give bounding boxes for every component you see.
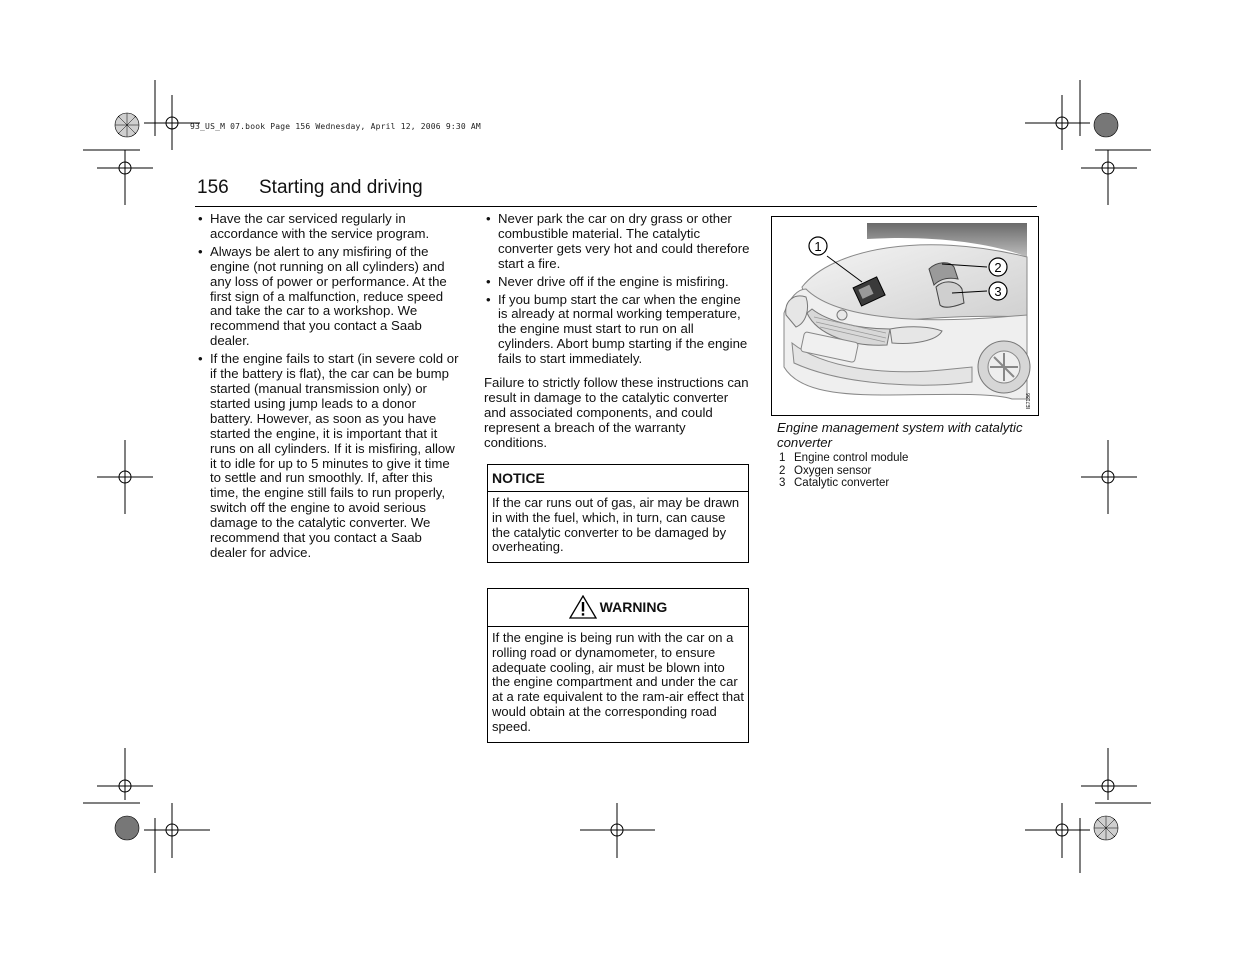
page-number: 156 xyxy=(197,177,229,198)
legend-item: 2 Oxygen sensor xyxy=(779,464,872,477)
warning-title: WARNING xyxy=(599,599,668,615)
header-divider xyxy=(195,206,1037,207)
section-title: Starting and driving xyxy=(259,177,423,198)
warning-triangle-icon xyxy=(569,595,597,619)
car-front-drawing xyxy=(772,217,1038,415)
list-item: • Never drive off if the engine is misfiring. xyxy=(484,275,750,290)
callout-2: 2 xyxy=(994,260,1002,275)
image-code: IE7186 xyxy=(1026,393,1032,409)
warning-header xyxy=(488,589,748,627)
list-item: • Have the car serviced regularly in accordance with the service program. xyxy=(196,212,462,242)
list-item: • Always be alert to any misfiring of the engine (not running on all cylinders) and any loss of power or performance. At the first sign of a malfunction, reduce speed and take the car to a workshop. We recommend that you contact a Saab dealer. xyxy=(196,245,462,349)
bullet-list xyxy=(484,212,750,367)
figure-caption: Engine management system with catalytic converter xyxy=(777,420,1023,450)
list-item: • If the engine fails to start (in severe cold or if the battery is flat), the car can be bump started (manual transmission only) or started using jump leads to a donor battery. However, as soon as you have started the engine, it is important that it runs on all cylinders. If it is misfiring, allow it to idle for up to 5 minutes to give it time to settle and run smoothly. If, after this time, the engine still fails to run properly, switch off the engine to avoid serious damage to the catalytic converter. We recommend that you contact a Saab dealer for advice. xyxy=(196,352,462,561)
warning-body: If the engine is being run with the car on a rolling road or dynamometer, to ensure adequate cooling, air must be blown into the engine compartment and under the car at a rate equivalent to the ram-air effect that would obtain at the corresponding road speed. xyxy=(492,630,744,734)
callout-1: 1 xyxy=(814,239,822,254)
warning-box xyxy=(487,588,749,743)
print-meta-line: 93_US_M 07.book Page 156 Wednesday, April 12, 2006 9:30 AM xyxy=(190,122,481,131)
figure-legend xyxy=(779,452,908,490)
callout-3: 3 xyxy=(994,284,1002,299)
list-item: • Never park the car on dry grass or other combustible material. The catalytic converter gets very hot and could therefore start a fire. xyxy=(484,212,750,272)
legend-item: 3 Catalytic converter xyxy=(779,477,890,489)
legend-item: 1 Engine control module xyxy=(779,452,909,464)
engine-illustration xyxy=(771,216,1039,416)
notice-title: NOTICE xyxy=(488,465,748,492)
list-item: • If you bump start the car when the engine is already at normal working temperature, the engine must start to run on all cylinders. Abort bump starting if the engine fails to start immediately. xyxy=(484,293,750,368)
bullet-list xyxy=(196,212,462,561)
notice-body: If the car runs out of gas, air may be drawn in with the fuel, which, in turn, can cause the catalytic converter to be damaged by overheating. xyxy=(492,495,740,555)
notice-box xyxy=(487,464,749,563)
warranty-paragraph: Failure to strictly follow these instructions can result in damage to the catalytic converter and associated components, and could represent a breach of the warranty conditions. xyxy=(484,375,749,450)
column-2 xyxy=(484,212,750,464)
column-1 xyxy=(196,212,462,564)
